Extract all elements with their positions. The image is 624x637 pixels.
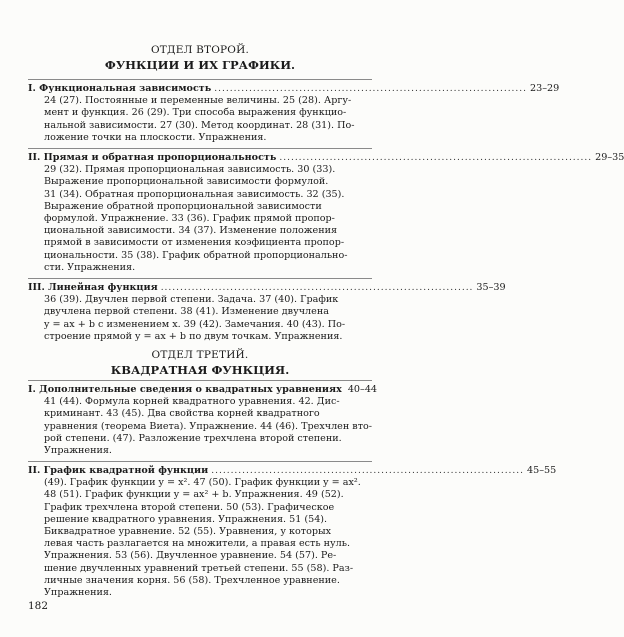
- chapter-pages: 23–29: [530, 83, 560, 94]
- divider: [28, 278, 372, 279]
- contents-line: ложение точки на плоскости. Упражнения.: [44, 131, 267, 143]
- toc-chapter[interactable]: [28, 282, 506, 343]
- contents-line: строение прямой y = ax + b по двум точкам. Упражнения.: [44, 330, 343, 342]
- contents-line: 48 (51). График функции y = ax² + b. Упражнения. 49 (52).: [44, 489, 344, 501]
- contents-line: рой степени. (47). Разложение трехчлена второй степени.: [44, 432, 342, 444]
- chapter-pages: 29–35: [595, 152, 624, 163]
- leader-dots: .................................................................................: [211, 466, 524, 476]
- divider: [28, 380, 372, 381]
- part-label: ОТДЕЛ ТРЕТИЙ.: [151, 349, 249, 361]
- toc-chapter[interactable]: [28, 465, 557, 599]
- leader-dots: .................................................................................: [214, 84, 527, 94]
- chapter-title: II. График квадратной функции: [28, 465, 209, 476]
- divider: [28, 148, 372, 149]
- contents-line: уравнения (теорема Виета). Упражнение. 44 (46). Трехчлен вто-: [44, 420, 373, 432]
- toc-chapter[interactable]: [28, 384, 378, 457]
- contents-line: прямой в зависимости от изменения коэфициента пропор-: [44, 237, 345, 249]
- chapter-contents: [28, 95, 372, 144]
- contents-line: мент и функция. 26 (29). Три способа выражения функцио-: [44, 107, 347, 119]
- divider: [28, 461, 372, 462]
- contents-line: криминант. 43 (45). Два свойства корней квадратного: [44, 408, 320, 420]
- toc-chapter[interactable]: [28, 152, 624, 274]
- chapter-title: I. Функциональная зависимость: [28, 83, 212, 94]
- contents-line: левая часть разлагается на множители, а правая есть нуль.: [44, 538, 350, 550]
- part-two-header: [0, 44, 400, 73]
- chapter-contents: [28, 164, 372, 274]
- chapter-contents: [28, 294, 372, 343]
- contents-line: Упражнения. 53 (56). Двучленное уравнение. 54 (57). Ре-: [44, 550, 337, 562]
- part-title: КВАДРАТНАЯ ФУНКЦИЯ.: [110, 363, 290, 377]
- contents-line: нальной зависимости. 27 (30). Метод координат. 28 (31). По-: [44, 119, 355, 131]
- contents-line: y = ax + b с изменением x. 39 (42). Замечания. 40 (43). По-: [44, 318, 346, 330]
- contents-line: двучлена первой степени. 38 (41). Изменение двучлена: [44, 306, 329, 318]
- chapter-contents: [28, 396, 372, 457]
- part-three-header: [0, 349, 400, 378]
- part-title: ФУНКЦИИ И ИХ ГРАФИКИ.: [104, 58, 296, 72]
- toc-chapter[interactable]: [28, 83, 560, 144]
- leader-dots: .................................................................................: [279, 153, 593, 163]
- contents-line: 36 (39). Двучлен первой степени. Задача. 37 (40). График: [44, 294, 339, 306]
- contents-line: 31 (34). Обратная пропорциональная зависимость. 32 (35).: [44, 188, 345, 200]
- contents-line: решение квадратного уравнения. Упражнения. 51 (54).: [44, 513, 328, 525]
- contents-line: Выражение пропорциональной зависимости формулой.: [44, 176, 329, 188]
- contents-line: 29 (32). Прямая пропорциональная зависимость. 30 (33).: [44, 164, 336, 176]
- contents-line: Упражнения.: [44, 445, 112, 457]
- chapter-title: II. Прямая и обратная пропорциональность: [28, 152, 277, 163]
- chapter-pages: 40–44: [347, 384, 378, 395]
- contents-line: Выражение обратной пропорциональной зависимости: [44, 200, 322, 212]
- contents-line: (49). График функции y = x². 47 (50). График функции y = ax².: [44, 477, 361, 489]
- chapter-pages: 35–39: [476, 282, 506, 293]
- chapter-title: III. Линейная функция: [28, 282, 158, 293]
- chapter-title: I. Дополнительные сведения о квадратных уравнениях: [28, 384, 342, 395]
- contents-line: 41 (44). Формула корней квадратного уравнения. 42. Дис-: [44, 396, 340, 408]
- contents-line: личные значения корня. 56 (58). Трехчленное уравнение.: [44, 574, 340, 586]
- contents-line: сти. Упражнения.: [44, 261, 136, 273]
- contents-line: Упражнения.: [44, 587, 112, 599]
- leader-dots: .................................................................................: [160, 283, 474, 293]
- chapter-contents: [28, 477, 372, 599]
- contents-line: шение двучленных уравнений третьей степени. 55 (58). Раз-: [44, 562, 354, 574]
- page-number: 182: [28, 600, 49, 612]
- contents-line: 24 (27). Постоянные и переменные величины. 25 (28). Аргу-: [44, 95, 352, 107]
- contents-line: циональности. 35 (38). График обратной пропорционально-: [44, 249, 348, 261]
- divider: [28, 79, 372, 80]
- contents-line: График трехчлена второй степени. 50 (53). Графическое: [44, 501, 335, 513]
- contents-line: циональной зависимости. 34 (37). Изменение положения: [44, 225, 338, 237]
- part-label: ОТДЕЛ ВТОРОЙ.: [150, 44, 249, 56]
- contents-line: Биквадратное уравнение. 52 (55). Уравнения, у которых: [44, 526, 332, 538]
- contents-line: формулой. Упражнение. 33 (36). График прямой пропор-: [44, 213, 335, 225]
- chapter-pages: 45–55: [527, 465, 557, 476]
